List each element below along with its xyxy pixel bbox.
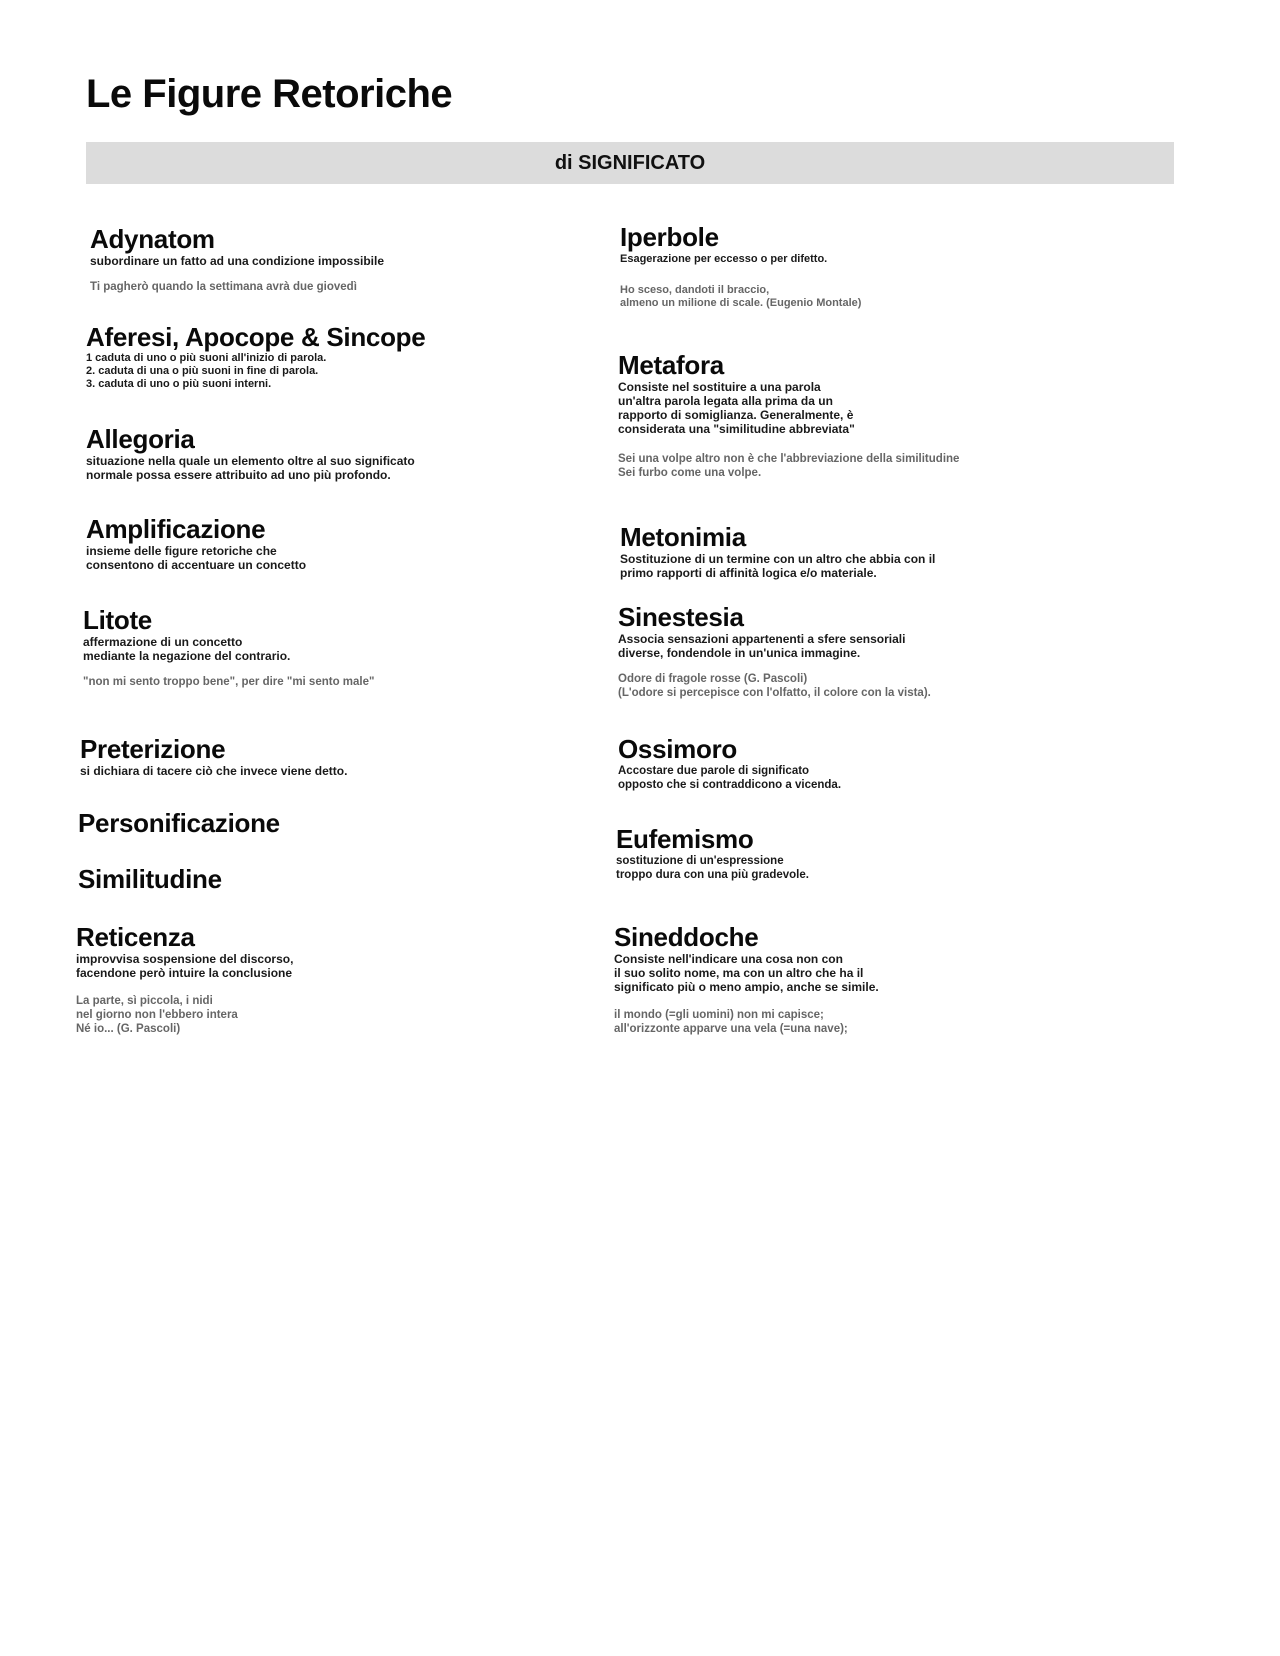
figure-definition: Accostare due parole di significato opposto che si contraddicono a vicenda. (618, 765, 842, 791)
figure-name: Sineddoche (614, 922, 759, 952)
figure-example: Sei una volpe altro non è che l'abbreviazione della similitudine Sei furbo come una volpe. (618, 453, 960, 479)
figure-name: Iperbole (620, 222, 719, 252)
figure-name: Adynatom (90, 224, 215, 254)
figure-name: Aferesi, Apocope & Sincope (86, 322, 426, 352)
figure-definition: improvvisa sospensione del discorso, facendone però intuire la conclusione (76, 952, 294, 980)
figure-name: Eufemismo (616, 824, 754, 854)
figure-name: Metafora (618, 350, 724, 380)
figure-example: Ti pagherò quando la settimana avrà due giovedì (90, 281, 357, 293)
section-title: di SIGNIFICATO (554, 151, 706, 174)
figure-aferesi (86, 322, 425, 391)
figure-similitudine (78, 864, 222, 894)
figure-name: Reticenza (76, 922, 195, 952)
figure-example: il mondo (=gli uomini) non mi capisce; all'orizzonte apparve una vela (=una nave); (614, 1009, 848, 1035)
figure-example: Ho sceso, dandoti il braccio, almeno un milione di scale. (Eugenio Montale) (620, 284, 862, 309)
page-title: Le Figure Retoriche (86, 72, 453, 116)
figure-ossimoro (618, 734, 841, 792)
section-band (86, 142, 1174, 184)
figure-name: Similitudine (78, 864, 222, 894)
figure-litote (83, 605, 374, 689)
figure-definition: Esagerazione per eccesso o per difetto. (620, 253, 828, 265)
figure-definition: Consiste nel sostituire a una parola un'altra parola legata alla prima da un rapporto di somiglianza. Generalmente, è considerata una "similitudine abbreviata" (618, 380, 855, 436)
figure-name: Preterizione (80, 734, 226, 764)
figure-allegoria (86, 424, 415, 482)
figure-example: La parte, sì piccola, i nidi nel giorno non l'ebbero intera Né io... (G. Pascoli) (76, 995, 238, 1035)
figure-example: Odore di fragole rosse (G. Pascoli) (L'odore si percepisce con l'olfatto, il colore con la vista). (618, 673, 931, 699)
figure-name: Sinestesia (618, 602, 744, 632)
figure-name: Allegoria (86, 424, 195, 454)
figure-reticenza (76, 922, 293, 1036)
figure-definition: Consiste nell'indicare una cosa non con il suo solito nome, ma con un altro che ha il significato più o meno ampio, anche se simile. (614, 952, 879, 994)
figure-definition: sostituzione di un'espressione troppo dura con una più gradevole. (616, 855, 809, 881)
figure-sinestesia (618, 602, 931, 700)
figure-definition: affermazione di un concetto mediante la negazione del contrario. (83, 635, 291, 663)
figure-definition: Sostituzione di un termine con un altro che abbia con il primo rapporti di affinità logica e/o materiale. (620, 552, 936, 580)
figure-definition: 1 caduta di uno o più suoni all'inizio di parola. 2. caduta di una o più suoni in fine di parola. 3. caduta di uno o più suoni interni. (86, 352, 327, 390)
figure-amplificazione (86, 514, 306, 572)
figure-definition: insieme delle figure retoriche che consentono di accentuare un concetto (86, 544, 307, 572)
figure-name: Litote (83, 605, 152, 635)
figure-sineddoche (614, 922, 879, 1036)
figure-definition: situazione nella quale un elemento oltre al suo significato normale possa essere attribuito ad uno più profondo. (86, 454, 415, 482)
figure-name: Amplificazione (86, 514, 266, 544)
figure-definition: subordinare un fatto ad una condizione impossibile (90, 254, 385, 268)
figure-name: Personificazione (78, 808, 280, 838)
figure-adynatom (90, 224, 384, 294)
figure-definition: si dichiara di tacere ciò che invece viene detto. (80, 764, 348, 778)
figure-preterizione (80, 734, 347, 778)
figure-definition: Associa sensazioni appartenenti a sfere sensoriali diverse, fondendole in un'unica immagine. (618, 632, 906, 660)
figure-metafora (618, 350, 959, 480)
figure-personificazione (78, 808, 280, 838)
figure-eufemismo (616, 824, 809, 882)
figure-iperbole (620, 222, 861, 310)
figure-name: Ossimoro (618, 734, 737, 764)
figure-name: Metonimia (620, 522, 746, 552)
figure-example: "non mi sento troppo bene", per dire "mi sento male" (83, 676, 375, 688)
figure-metonimia (620, 522, 935, 580)
